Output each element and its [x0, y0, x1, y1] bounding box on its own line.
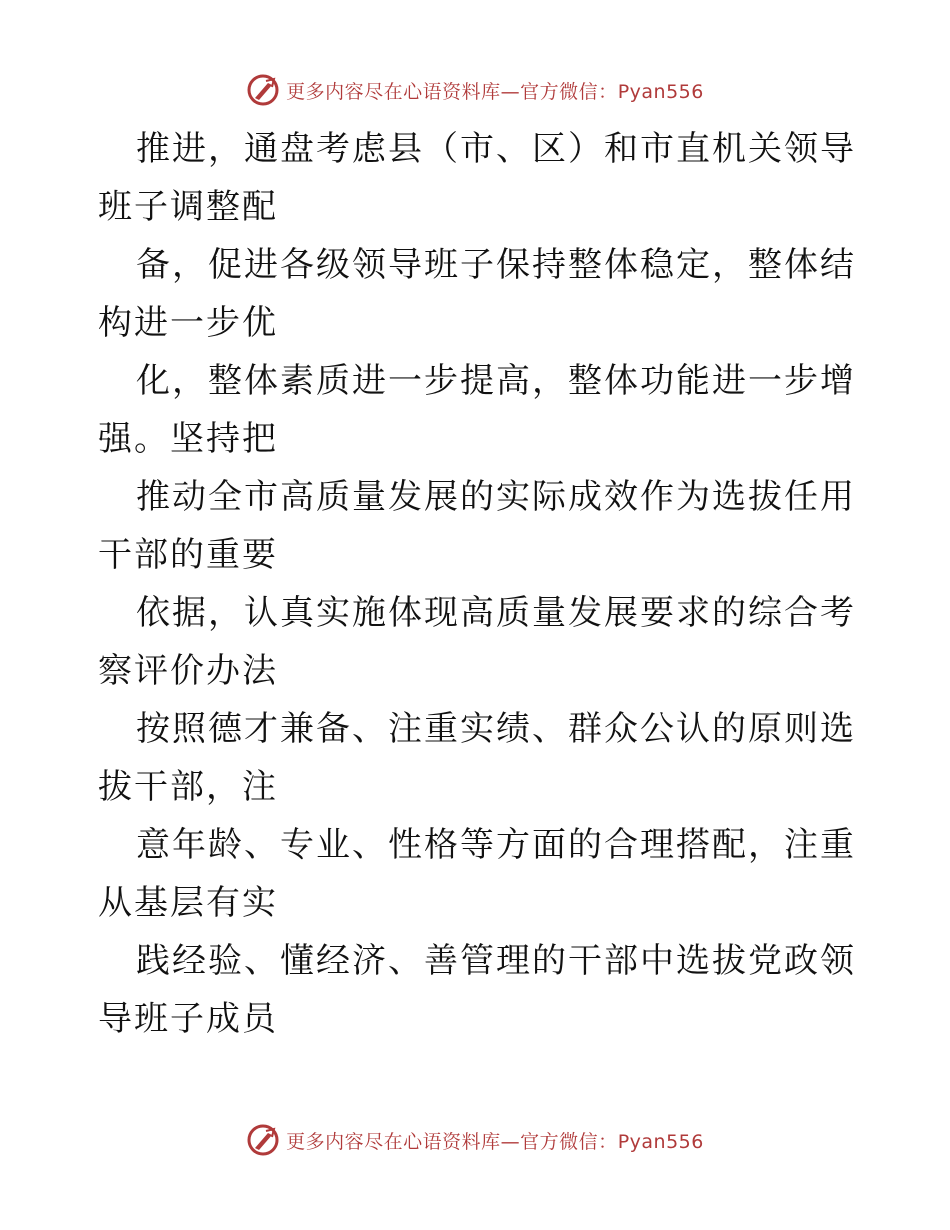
paragraph: 按照德才兼备、注重实绩、群众公认的原则选拔干部，注 — [98, 709, 856, 807]
header-watermark — [0, 70, 950, 110]
paragraph: 意年龄、专业、性格等方面的合理搭配，注重从基层有实 — [98, 825, 856, 923]
footer-site-text — [286, 1127, 704, 1154]
quill-pen-circle-icon — [246, 73, 280, 107]
footer-handle: Pyan556 — [617, 1130, 704, 1153]
header-contact-label: 官方微信： — [520, 80, 618, 103]
header-dash: — — [500, 80, 521, 103]
footer-watermark — [0, 1120, 950, 1160]
paragraph: 化，整体素质进一步提高，整体功能进一步增强。坚持把 — [98, 361, 856, 459]
header-handle: Pyan556 — [617, 80, 704, 103]
paragraph: 备，促进各级领导班子保持整体稳定，整体结构进一步优 — [98, 245, 856, 343]
paragraph: 依据，认真实施体现高质量发展要求的综合考察评价办法 — [98, 593, 856, 691]
footer-dash: — — [500, 1130, 521, 1153]
quill-pen-circle-icon — [246, 1123, 280, 1157]
paragraph: 推进，通盘考虑县（市、区）和市直机关领导班子调整配 — [98, 129, 856, 227]
paragraph: 推动全市高质量发展的实际成效作为选拔任用干部的重要 — [98, 477, 856, 575]
footer-site-name: 更多内容尽在心语资料库 — [286, 1130, 501, 1153]
footer-contact-label: 官方微信： — [520, 1130, 618, 1153]
paragraph: 践经验、懂经济、善管理的干部中选拔党政领导班子成员 — [98, 941, 856, 1039]
header-site-text — [286, 77, 704, 104]
header-site-name: 更多内容尽在心语资料库 — [286, 80, 501, 103]
document-body — [98, 120, 858, 1048]
